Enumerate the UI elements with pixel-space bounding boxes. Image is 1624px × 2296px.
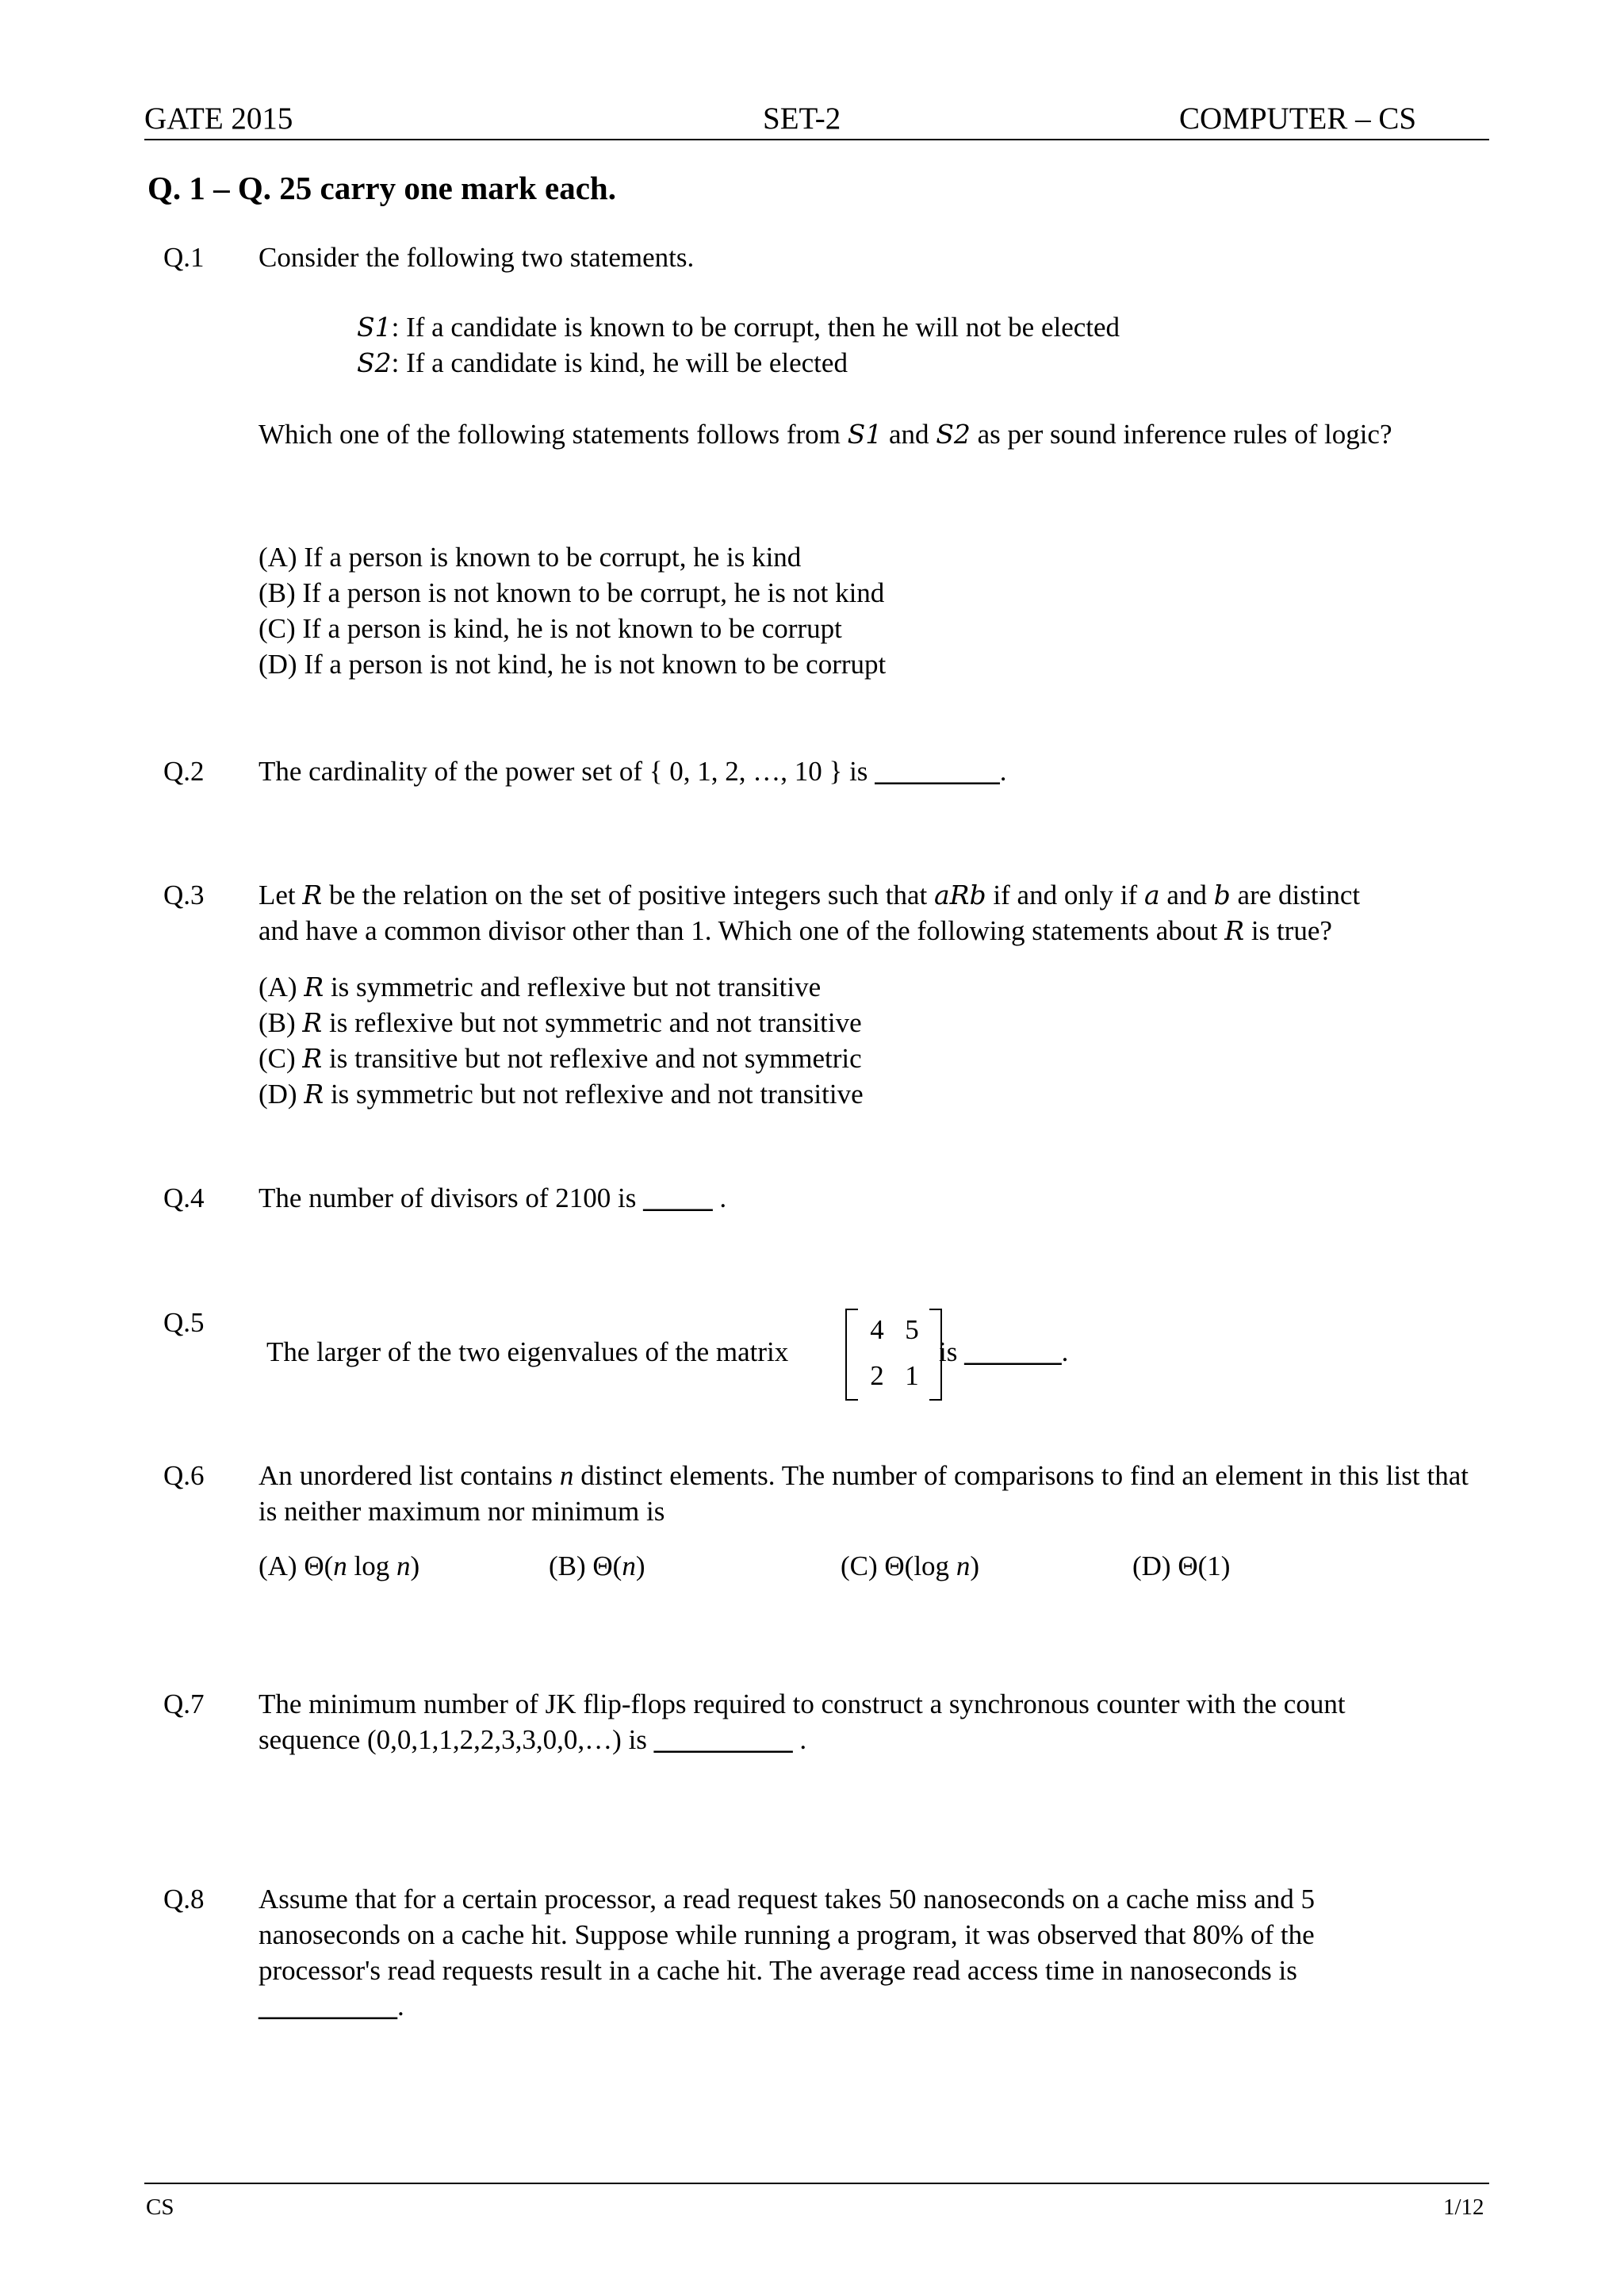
matrix-cell-12: 5 bbox=[905, 1314, 919, 1345]
q3-option-c[interactable] bbox=[259, 1041, 864, 1076]
q3-text bbox=[259, 877, 1360, 949]
q3-option-a[interactable] bbox=[259, 969, 864, 1005]
q3-var-b: b bbox=[1213, 880, 1231, 910]
q3-option-d-prefix: (D) bbox=[259, 1079, 304, 1110]
q3-t4: and bbox=[1159, 880, 1214, 910]
footer-page-number: 1/12 bbox=[1443, 2194, 1484, 2220]
q2-text-end: . bbox=[999, 756, 1007, 787]
q3-option-b-prefix: (B) bbox=[259, 1007, 303, 1038]
matrix-left-bracket bbox=[845, 1309, 858, 1401]
q6-option-c-n: n bbox=[956, 1550, 971, 1581]
q3-option-b-var: R bbox=[302, 1007, 323, 1038]
q4-answer-blank[interactable]: _____ bbox=[643, 1182, 713, 1213]
q3-t7: is true? bbox=[1244, 915, 1332, 946]
q6-text-b: distinct elements. The number of comparisons to find an element in bbox=[573, 1460, 1332, 1491]
q3-option-d-text: is symmetric but not reflexive and not transitive bbox=[324, 1079, 864, 1110]
q8-line4 bbox=[259, 1988, 1315, 2024]
q6-var-n: n bbox=[559, 1460, 574, 1491]
header-subject: COMPUTER – CS bbox=[1179, 102, 1417, 136]
q1-question-s2: S2 bbox=[936, 419, 971, 450]
q5-text: The larger of the two eigenvalues of the matrix bbox=[266, 1336, 789, 1367]
q5-answer-blank[interactable]: _______ bbox=[964, 1336, 1062, 1367]
q1-number: Q.1 bbox=[163, 242, 205, 273]
q2-answer-blank[interactable]: _________ bbox=[875, 756, 1000, 787]
q3-option-c-var: R bbox=[302, 1043, 323, 1074]
q3-option-a-text: is symmetric and reflexive but not transitive bbox=[324, 972, 822, 1002]
q7-answer-blank[interactable]: __________ bbox=[653, 1724, 793, 1755]
q1-option-a[interactable]: (A) If a person is known to be corrupt, he is kind bbox=[259, 542, 802, 573]
q1-option-c[interactable]: (C) If a person is kind, he is not known to be corrupt bbox=[259, 613, 842, 644]
q3-var-arb: aRb bbox=[934, 880, 986, 910]
q3-option-c-prefix: (C) bbox=[259, 1043, 303, 1074]
q6-option-d[interactable] bbox=[1132, 1548, 1230, 1584]
q6-text-c: this list that is neither maximum nor minimum is bbox=[259, 1460, 1469, 1527]
q8-text-end: . bbox=[397, 1991, 404, 2022]
q3-option-c-text: is transitive but not reflexive and not symmetric bbox=[322, 1043, 862, 1074]
q4-text-end: . bbox=[712, 1182, 727, 1213]
q6-option-c[interactable] bbox=[841, 1548, 979, 1584]
q1-question-s1: S1 bbox=[847, 419, 883, 450]
q6-option-c-end: ) bbox=[970, 1550, 979, 1581]
footer-subject: CS bbox=[146, 2194, 174, 2220]
matrix-cell-21: 2 bbox=[870, 1360, 884, 1391]
q3-t3: if and only if bbox=[986, 880, 1144, 910]
q7-text-end: . bbox=[792, 1724, 807, 1755]
q6-option-c-pre: (C) Θ(log bbox=[841, 1550, 956, 1581]
q1-option-b[interactable]: (B) If a person is not known to be corrupt, he is not kind bbox=[259, 577, 885, 608]
header-set: SET-2 bbox=[763, 102, 841, 136]
q7-number: Q.7 bbox=[163, 1688, 205, 1719]
q3-var-r: R bbox=[302, 880, 323, 910]
q3-option-a-var: R bbox=[304, 972, 324, 1002]
q5-number: Q.5 bbox=[163, 1307, 205, 1338]
header-rule bbox=[144, 139, 1489, 140]
q6-option-b[interactable] bbox=[549, 1548, 645, 1584]
q5-is: is bbox=[939, 1336, 965, 1367]
q8-answer-blank[interactable]: __________ bbox=[259, 1991, 397, 2022]
q8-number: Q.8 bbox=[163, 1884, 205, 1915]
q1-s2-text: : If a candidate is kind, he will be elected bbox=[391, 347, 848, 378]
q3-t6: and have a common divisor other than 1. Which one of the following statements about bbox=[259, 915, 1225, 946]
q6-option-b-pre: (B) Θ( bbox=[549, 1550, 622, 1581]
q6-option-a[interactable] bbox=[259, 1548, 419, 1584]
q1-statement-s1 bbox=[357, 309, 1120, 345]
q4-text bbox=[259, 1180, 1469, 1216]
q6-option-a-pre: (A) Θ( bbox=[259, 1550, 334, 1581]
q3-t2: be the relation on the set of positive integers such that bbox=[322, 880, 934, 910]
q3-options bbox=[259, 969, 864, 1112]
section-title: Q. 1 – Q. 25 carry one mark each. bbox=[147, 170, 616, 206]
q6-option-b-n: n bbox=[622, 1550, 636, 1581]
q6-option-d-pre: (D) Θ(1) bbox=[1132, 1550, 1231, 1581]
q3-line1 bbox=[259, 877, 1360, 913]
q1-s2-label: S2 bbox=[357, 347, 392, 378]
q1-question-part2: as per sound inference rules of logic? bbox=[970, 419, 1392, 450]
q6-number: Q.6 bbox=[163, 1460, 205, 1491]
q8-line2: nanoseconds on a cache hit. Suppose while running a program, it was observed that 80% of the bbox=[259, 1919, 1315, 1950]
q7-line1: The minimum number of JK flip-flops required to construct a synchronous counter with the count bbox=[259, 1688, 1346, 1719]
q2-number: Q.2 bbox=[163, 756, 205, 787]
q5-answer bbox=[939, 1334, 1068, 1370]
q1-question-and: and bbox=[882, 419, 936, 450]
q3-option-a-prefix: (A) bbox=[259, 972, 304, 1002]
q3-option-d-var: R bbox=[304, 1079, 324, 1110]
matrix-cell-11: 4 bbox=[870, 1314, 884, 1345]
q7-line2 bbox=[259, 1722, 1346, 1757]
q5-text-end: . bbox=[1061, 1336, 1069, 1367]
q3-option-d[interactable] bbox=[259, 1076, 864, 1112]
q4-number: Q.4 bbox=[163, 1182, 205, 1213]
q8-line1: Assume that for a certain processor, a read request takes 50 nanoseconds on a cache miss and 5 bbox=[259, 1884, 1316, 1915]
header-exam: GATE 2015 bbox=[144, 102, 293, 136]
matrix-cell-22: 1 bbox=[905, 1360, 919, 1391]
q4-text-body: The number of divisors of 2100 is bbox=[259, 1182, 644, 1213]
q8-text bbox=[259, 1881, 1315, 2024]
q1-s1-label: S1 bbox=[357, 312, 392, 343]
q3-option-b[interactable] bbox=[259, 1005, 864, 1041]
q3-line2 bbox=[259, 913, 1360, 949]
q1-question bbox=[259, 416, 1469, 452]
q1-intro: Consider the following two statements. bbox=[259, 242, 695, 273]
q7-line2-text: sequence (0,0,1,1,2,2,3,3,0,0,…) is bbox=[259, 1724, 654, 1755]
q6-option-a-n2: n bbox=[396, 1550, 411, 1581]
q2-text-body: The cardinality of the power set of { 0, 1, 2, …, 10 } is bbox=[259, 756, 875, 787]
q7-text bbox=[259, 1686, 1346, 1757]
q1-s1-text: : If a candidate is known to be corrupt, then he will not be elected bbox=[391, 312, 1120, 343]
q6-option-b-end: ) bbox=[635, 1550, 645, 1581]
footer-rule bbox=[144, 2183, 1489, 2184]
q3-number: Q.3 bbox=[163, 880, 205, 910]
q6-option-a-post: log bbox=[347, 1550, 397, 1581]
q6-text bbox=[259, 1458, 1469, 1529]
q3-var-r-2: R bbox=[1224, 915, 1245, 946]
q5-matrix bbox=[845, 1307, 944, 1401]
q6-option-a-n: n bbox=[333, 1550, 347, 1581]
q1-statement-s2 bbox=[357, 345, 848, 381]
q2-text bbox=[259, 753, 1469, 789]
q1-option-d[interactable]: (D) If a person is not kind, he is not known to be corrupt bbox=[259, 649, 887, 680]
q6-option-a-end: ) bbox=[410, 1550, 420, 1581]
q3-t5: are distinct bbox=[1230, 880, 1361, 910]
q1-options bbox=[259, 539, 886, 682]
q8-line3: processor's read requests result in a cache hit. The average read access time in nanoseconds is bbox=[259, 1955, 1297, 1986]
q3-option-b-text: is reflexive but not symmetric and not transitive bbox=[322, 1007, 862, 1038]
q3-t1: Let bbox=[259, 880, 303, 910]
q3-var-a: a bbox=[1143, 880, 1160, 910]
q1-question-part1: Which one of the following statements follows from bbox=[259, 419, 848, 450]
q6-text-a: An unordered list contains bbox=[259, 1460, 560, 1491]
